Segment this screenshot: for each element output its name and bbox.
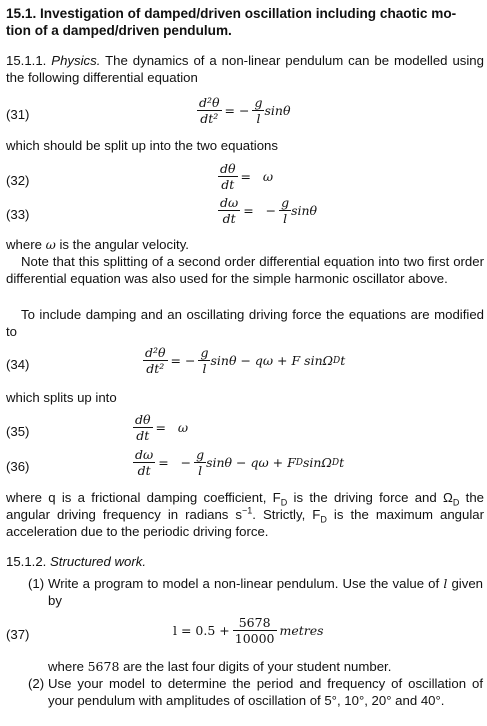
physics-heading-label: Physics.: [51, 53, 101, 68]
eq37-denominator: 10000: [234, 631, 275, 646]
eq32-lhs-fraction: [218, 162, 238, 191]
eq32-denominator: dt: [221, 177, 235, 192]
eq31-lhs-fraction: [197, 96, 222, 125]
eq36-rhs-denominator: l: [198, 463, 203, 478]
split-text: which should be split up into the two equations: [6, 138, 278, 153]
splits-text: which splits up into: [6, 390, 117, 405]
damping-intro-paragraph: To include damping and an oscillating driving force the equations are modified to: [6, 307, 484, 339]
structured-heading-label: Structured work.: [50, 554, 147, 569]
eq31-rhs-sin: sinθ: [264, 103, 291, 118]
list-item-1-line2: given by: [48, 576, 483, 608]
equation-number-35: (35): [6, 424, 30, 439]
eq36-rhs-fraction: [194, 448, 206, 477]
structured-heading-number: 15.1.2.: [6, 554, 47, 569]
l-symbol: l: [443, 576, 448, 591]
eq33-numerator: dω: [220, 195, 239, 210]
eq34-rhs-terms: sinθ − qω + F sinΩ: [210, 353, 333, 368]
where-q-line1: where q is a frictional damping coefficient, F: [6, 490, 281, 505]
physics-heading-number: 15.1.1.: [6, 53, 47, 68]
eq31-rhs-numerator: g: [254, 95, 263, 110]
eq36-rhs-terms: sinθ − qω + F: [206, 455, 296, 470]
equation-36: $\frac{d\omega}{dt}$ = − $\frac{g}{l}$ sinθ − qω + F D sinΩ D t: [135, 447, 345, 478]
eq37-numerator: 5678: [238, 615, 271, 630]
eq31-lhs-denominator: dt²: [200, 111, 219, 126]
where-q-line3: angular acceleration due to the periodic driving force.: [6, 507, 485, 539]
equation-number-36: (36): [6, 459, 30, 474]
equation-34: $\frac{\text{d²θ}}{\text{dt²}}$ = − $\frac{g}{l}$ sinθ − qω + F sinΩ D t: [145, 345, 346, 376]
equation-number-37: (37): [6, 627, 30, 642]
eq37-unit: metres: [279, 623, 324, 638]
list-item-1: [28, 575, 483, 609]
eq31-lhs-numerator: d²θ: [199, 95, 220, 110]
where-omega-prefix: where: [6, 237, 42, 252]
where-omega-suffix: is the angular velocity.: [59, 237, 189, 252]
list-item-1-body: [48, 575, 483, 609]
eq33-denominator: dt: [222, 211, 236, 226]
eq31-rhs-fraction: [252, 96, 264, 125]
eq34-rhs-numerator: g: [200, 345, 209, 360]
list-item-2-line2: of your pendulum with amplitudes of oscillation of 5°, 10°, 20° and: [48, 676, 483, 708]
physics-intro-text: The dynamics of a non-linear pendulum can be modelled using the following differential equation: [6, 53, 484, 85]
section-title-line1: 15.1. Investigation of damped/driven oscillation including chaotic mo-: [6, 6, 457, 21]
eq36-rhs-sin: sinΩ: [303, 455, 332, 470]
eq34-equals: = −: [170, 353, 196, 368]
item1-where-line: [48, 658, 391, 675]
eq34-denominator: dt²: [146, 361, 165, 376]
eq33-lhs-fraction: [218, 196, 240, 225]
structured-heading: [6, 553, 146, 570]
eq35-denominator: dt: [136, 428, 150, 443]
eq35-rhs: = ω: [155, 420, 189, 435]
where-omega-line: [6, 236, 484, 253]
eq31-rhs-denominator: l: [256, 111, 261, 126]
eq36-rhs-numerator: g: [196, 447, 205, 462]
list-item-2-label: (2): [28, 676, 45, 691]
list-item-2: [28, 675, 483, 709]
list-item-2-line3: 40°.: [420, 693, 445, 708]
item1-where-number: 5678: [87, 659, 120, 674]
minus-one-superscript: −1: [242, 505, 253, 516]
where-q-line2: the angular driving frequency in radians s: [6, 490, 485, 522]
item1-where-suffix: are the last four digits of your student number.: [123, 659, 392, 674]
eq34-lhs-fraction: [143, 346, 168, 375]
equation-number-33: (33): [6, 207, 30, 222]
equation-37: [170, 616, 327, 645]
omega-d-subscript: D: [452, 497, 460, 508]
eq36-denominator: dt: [137, 463, 151, 478]
eq34-rhs-denominator: l: [202, 361, 207, 376]
omega-symbol: ω: [45, 237, 56, 252]
equation-33: [218, 196, 317, 225]
where-q-line1b: is the driving force and Ω: [293, 490, 453, 505]
where-q-line2b: . Strictly, F: [252, 507, 321, 522]
eq36-equals: = −: [158, 455, 192, 470]
list-item-2-body: [48, 675, 483, 709]
eq33-rhs-denominator: l: [283, 211, 288, 226]
equation-31: [197, 96, 290, 125]
equation-number-31: (31): [6, 107, 30, 122]
fd-subscript-2: D: [320, 514, 327, 525]
equation-32: [218, 162, 276, 191]
equation-35: [133, 413, 191, 442]
eq31-equals: = −: [224, 103, 250, 118]
where-q-paragraph: [6, 489, 484, 540]
list-item-1-line1: Write a program to model a non-linear pendulum. Use the value of: [48, 576, 440, 591]
eq35-numerator: dθ: [135, 412, 151, 427]
eq34-numerator: d²θ: [145, 345, 166, 360]
physics-intro-paragraph: [6, 52, 484, 86]
item1-where-prefix: where: [48, 659, 84, 674]
list-item-2-line1: Use your model to determine the period and frequency of oscillation: [48, 676, 467, 691]
eq33-rhs-numerator: g: [281, 195, 290, 210]
eq36-numerator: dω: [135, 447, 154, 462]
where-q-line2c: is the maximum: [333, 507, 433, 522]
note-paragraph: Note that this splitting of a second order differential equation into two first order differential equation was also used for the simple harmonic oscillator above.: [6, 254, 484, 286]
list-item-1-label: (1): [28, 576, 45, 591]
eq34-rhs-t: t: [340, 353, 346, 368]
eq32-numerator: dθ: [220, 161, 236, 176]
eq36-rhs-t: t: [339, 455, 345, 470]
eq33-equals: = −: [243, 203, 277, 218]
fd-subscript: D: [280, 497, 288, 508]
equation-number-34: (34): [6, 357, 30, 372]
eq35-lhs-fraction: [133, 413, 153, 442]
eq32-rhs: = ω: [240, 169, 274, 184]
eq37-fraction: [233, 616, 277, 645]
eq34-rhs-fraction: [198, 346, 210, 375]
section-title-line2: tion of a damped/driven pendulum.: [6, 23, 232, 38]
equation-number-32: (32): [6, 173, 30, 188]
eq37-lhs: l = 0.5 +: [173, 623, 230, 638]
eq33-rhs-fraction: [279, 196, 291, 225]
eq36-lhs-fraction: [133, 448, 155, 477]
eq33-rhs-sin: sinθ: [291, 203, 318, 218]
